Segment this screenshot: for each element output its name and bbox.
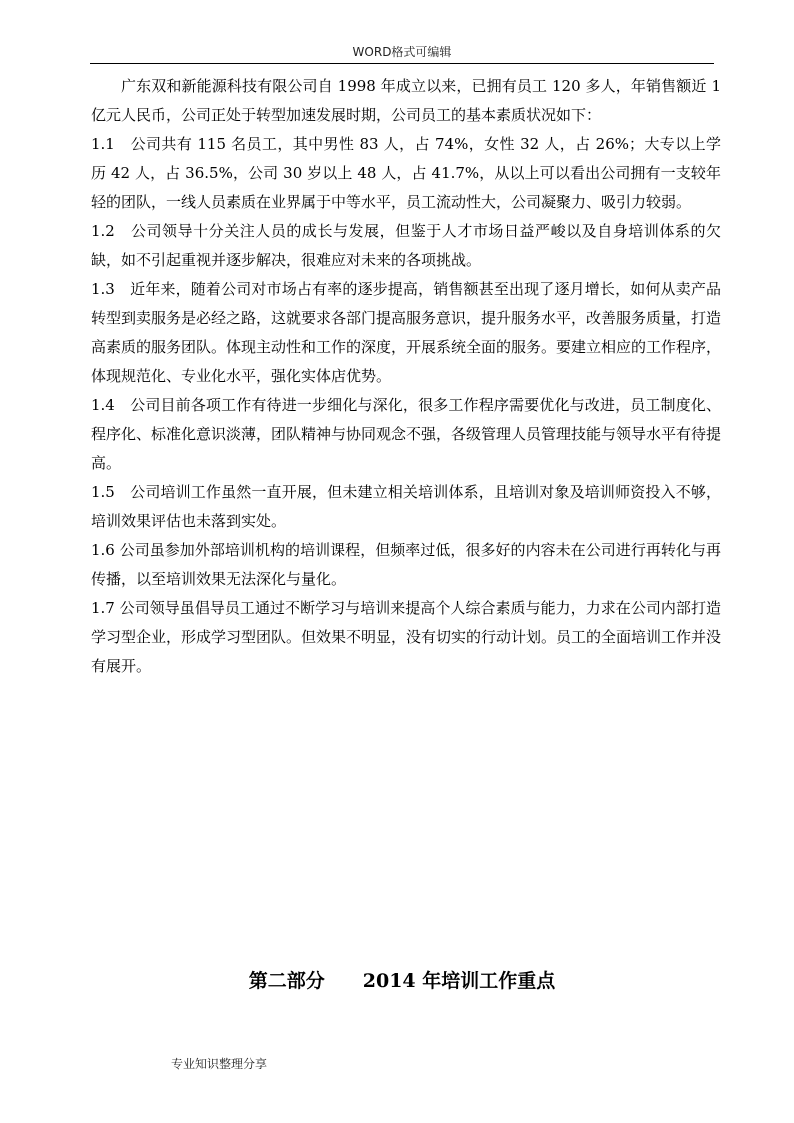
item-1-2: 1.2 公司领导十分关注人员的成长与发展，但鉴于人才市场日益严峻以及自身培训体系的欠缺，如不引起重视并逐步解决，很难应对未来的各项挑战。 (91, 222, 721, 269)
item-1-7: 1.7 公司领导虽倡导员工通过不断学习与培训来提高个人综合素质与能力，力求在公司内部打造学习型企业，形成学习型团队。但效果不明显，没有切实的行动计划。员工的全面培训工作并没有展开。 (91, 599, 722, 675)
item-1-1: 1.1 公司共有 115 名员工，其中男性 83 人，占 74%，女性 32 人，占 26%；大专以上学历 42 人，占 36.5%，公司 30 岁以上 48 人，占 41.7%，从以上可以看出公司拥有一支较年轻的团队，一线人员素质在业界属于中等水平，员工流动性大，公司凝聚力、吸引力较弱。 (91, 135, 721, 211)
page-footer: 专业知识整理分享 (171, 1057, 268, 1071)
intro-paragraph: 广东双和新能源科技有限公司自 1998 年成立以来，已拥有员工 120 多人，年销售额近 1 亿元人民币，公司正处于转型加速发展时期，公司员工的基本素质状况如下： (91, 77, 721, 124)
document-body (91, 72, 721, 681)
item-1-6: 1.6 公司虽参加外部培训机构的培训课程，但频率过低，很多好的内容未在公司进行再转化与再传播，以至培训效果无法深化与量化。 (91, 541, 721, 588)
header-rule (90, 63, 714, 64)
item-1-5: 1.5 公司培训工作虽然一直开展，但未建立相关培训体系，且培训对象及培训师资投入不够，培训效果评估也未落到实处。 (91, 483, 721, 530)
item-1-4: 1.4 公司目前各项工作有待进一步细化与深化，很多工作程序需要优化与改进，员工制度化、程序化、标准化意识淡薄，团队精神与协同观念不强，各级管理人员管理技能与领导水平有待提高。 (91, 396, 722, 472)
item-1-3: 1.3 近年来，随着公司对市场占有率的逐步提高，销售额甚至出现了逐月增长，如何从卖产品转型到卖服务是必经之路，这就要求各部门提高服务意识，提升服务水平，改善服务质量，打造高素质的服务团队。体现主动性和工作的深度，开展系统全面的服务。要建立相应的工作程序，体现规范化、专业化水平，强化实体店优势。 (91, 280, 722, 385)
section-title: 第二部分 2014 年培训工作重点 (248, 970, 556, 992)
page-header: WORD格式可编辑 (352, 45, 452, 59)
